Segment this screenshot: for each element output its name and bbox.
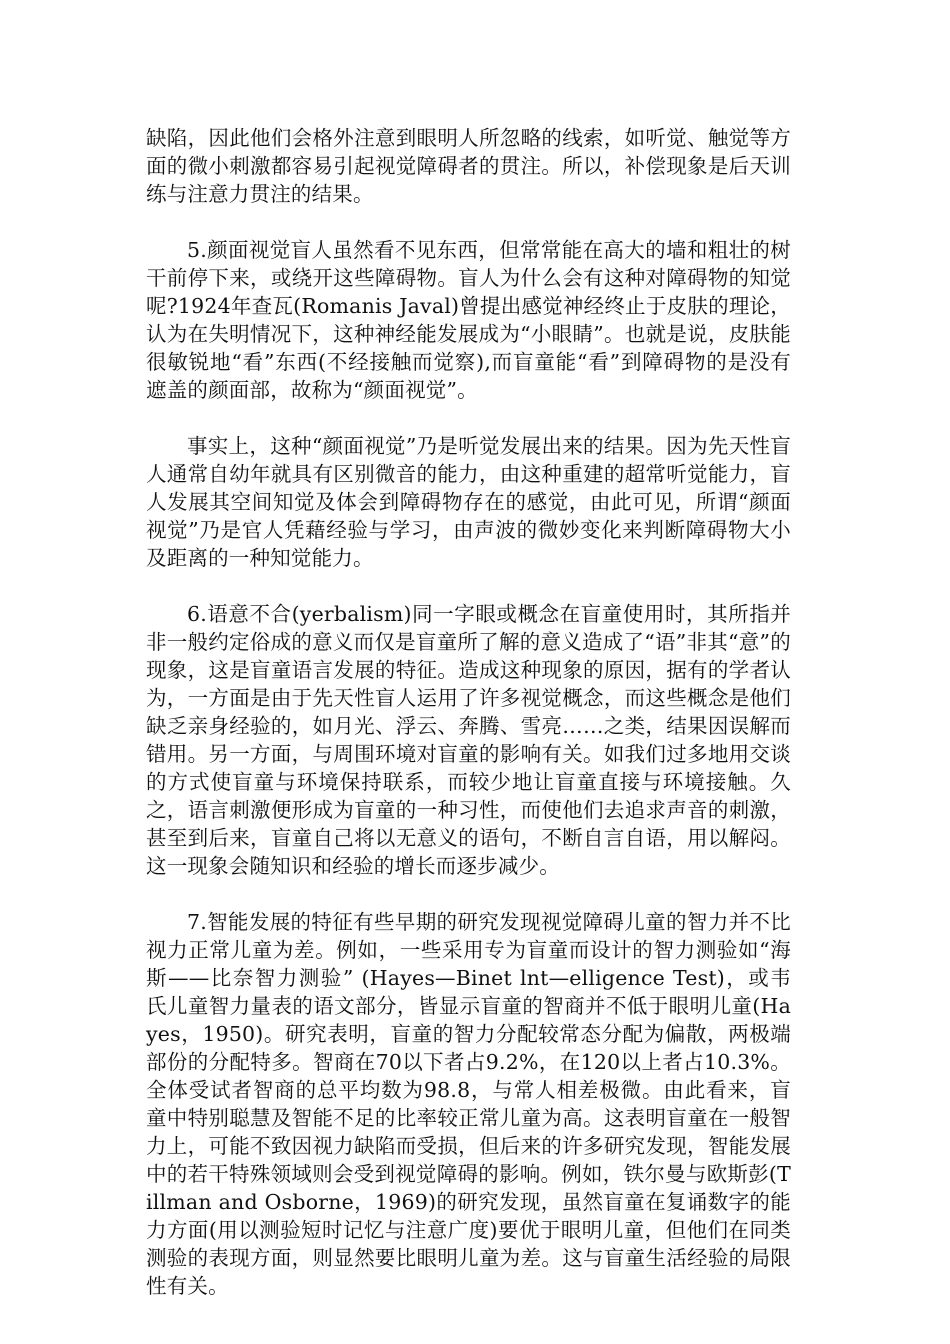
paragraph-intelligence-development: 7.智能发展的特征有些早期的研究发现视觉障碍儿童的智力并不比视力正常儿童为差。例如，一些采用专为盲童而设计的智力测验如“海斯——比奈智力测验” (Hayes—Binet lnt—elligence Test)，或韦氏儿童智力量表的语文部分，皆显示盲童的智商并不低于眼明儿童(Hayes，1950)。研究表明，盲童的智力分配较常态分配为偏散，两极端部份的分配特多。智商在70以下者占9.2%，在120以上者占10.3%。全体受试者智商的总平均数为98.8，与常人相差极微。由此看来，盲童中特别聪慧及智能不足的比率较正常儿童为高。这表明盲童在一般智力上，可能不致因视力缺陷而受损，但后来的许多研究发现，智能发展中的若干特殊领域则会受到视觉障碍的影响。例如，铁尔曼与欧斯彭(Tillman and Osborne，1969)的研究发现，虽然盲童在复诵数字的能力方面(用以测验短时记忆与注意广度)要优于眼明儿童，但他们在同类测验的表现方面，则显然要比眼明儿童为差。这与盲童生活经验的局限性有关。 — [146, 910, 791, 1298]
paragraph-facial-vision: 5.颜面视觉盲人虽然看不见东西，但常常能在高大的墙和粗壮的树干前停下来，或绕开这些障碍物。盲人为什么会有这种对障碍物的知觉呢?1924年查瓦(Romanis Javal)曾提出感觉神经终止于皮肤的理论，认为在失明情况下，这种神经能发展成为“小眼睛”。也就是说，皮肤能很敏锐地“看”东西(不经接触而觉察),而盲童能“看”到障碍物的是没有遮盖的颜面部，故称为“颜面视觉”。 — [146, 238, 791, 402]
paragraph-verbalism: 6.语意不合(yerbalism)同一字眼或概念在盲童使用时，其所指并非一般约定俗成的意义而仅是盲童所了解的意义造成了“语”非其“意”的现象，这是盲童语言发展的特征。造成这种现象的原因，据有的学者认为，一方面是由于先天性盲人运用了许多视觉概念，而这些概念是他们缺乏亲身经验的，如月光、浮云、奔腾、雪亮……之类，结果因误解而错用。另一方面，与周围环境对盲童的影响有关。如我们过多地用交谈的方式使盲童与环境保持联系，而较少地让盲童直接与环境接触。久之，语言刺激便形成为盲童的一种习性，而使他们去追求声音的刺激，甚至到后来，盲童自己将以无意义的语句，不断自言自语，用以解闷。这一现象会随知识和经验的增长而逐步减少。 — [146, 602, 791, 878]
paragraph-compensation-conclusion: 缺陷，因此他们会格外注意到眼明人所忽略的线索，如听觉、触觉等方面的微小刺激都容易引起视觉障碍者的贯注。所以，补偿现象是后天训练与注意力贯注的结果。 — [146, 126, 791, 206]
document-page — [146, 124, 791, 1328]
paragraph-facial-vision-explanation: 事实上，这种“颜面视觉”乃是听觉发展出来的结果。因为先天性盲人通常自幼年就具有区别微音的能力，由这种重建的超常听觉能力，盲人发展其空间知觉及体会到障碍物存在的感觉，由此可见，所谓“颜面视觉”乃是官人凭藉经验与学习，由声波的微妙变化来判断障碍物大小及距离的一种知觉能力。 — [146, 434, 791, 570]
